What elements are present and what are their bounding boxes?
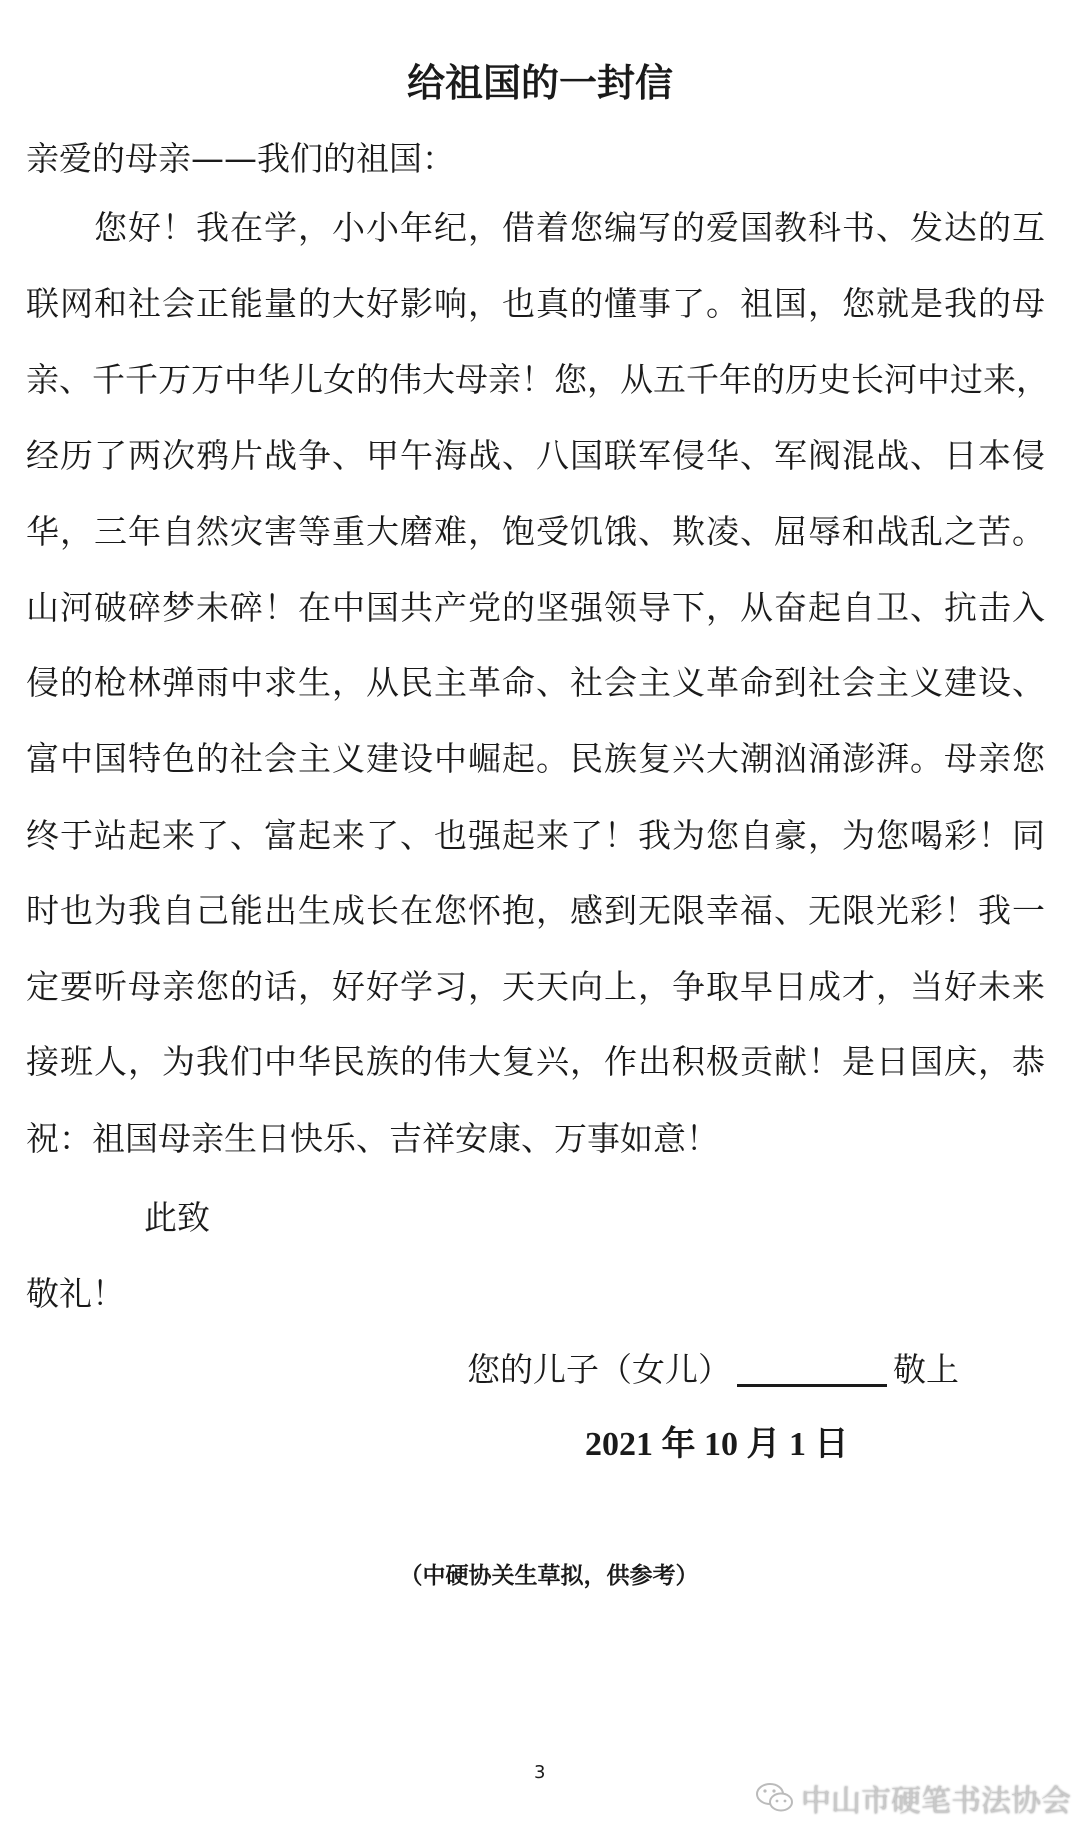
signature-prefix: 您的儿子（女儿）	[467, 1350, 731, 1389]
closing-cizhi: 此致	[144, 1198, 210, 1237]
body-line: 时也为我自己能出生成长在您怀抱，感到无限幸福、无限光彩！我一	[26, 891, 1045, 930]
body-line: 山河破碎梦未碎！在中国共产党的坚强领导下，从奋起自卫、抗击入	[26, 588, 1045, 627]
wechat-icon	[755, 1781, 795, 1815]
body-line: 联网和社会正能量的大好影响，也真的懂事了。祖国，您就是我的母	[26, 284, 1045, 323]
watermark	[755, 1776, 1071, 1820]
body-line: 接班人，为我们中华民族的伟大复兴，作出积极贡献！是日国庆，恭	[26, 1042, 1045, 1081]
body-line: 亲、千千万万中华儿女的伟大母亲！您，从五千年的历史长河中过来，	[26, 360, 1049, 399]
letter-title: 给祖国的一封信	[406, 61, 673, 105]
letter-date: 2021 年 10 月 1 日	[585, 1426, 849, 1463]
signature-suffix: 敬上	[893, 1350, 959, 1389]
signature	[467, 1344, 959, 1391]
body-line: 侵的枪林弹雨中求生，从民主革命、社会主义革命到社会主义建设、	[26, 663, 1045, 702]
body-line: 华，三年自然灾害等重大磨难，饱受饥饿、欺凌、屈辱和战乱之苦。	[26, 512, 1045, 551]
body-line: 祝：祖国母亲生日快乐、吉祥安康、万事如意！	[26, 1119, 719, 1158]
body-line: 终于站起来了、富起来了、也强起来了！我为您自豪，为您喝彩！同	[26, 816, 1045, 855]
body-line: 经历了两次鸦片战争、甲午海战、八国联军侵华、军阀混战、日本侵	[26, 436, 1045, 475]
body-line: 定要听母亲您的话，好好学习，天天向上，争取早日成才，当好未来	[26, 967, 1045, 1006]
closing-jingli: 敬礼！	[26, 1274, 125, 1313]
draft-note: （中硬协关生草拟，供参考）	[399, 1563, 699, 1589]
watermark-text: 中山市硬笔书法协会	[801, 1784, 1071, 1819]
body-line: 富中国特色的社会主义建设中崛起。民族复兴大潮汹涌澎湃。母亲您	[26, 739, 1045, 778]
salutation: 亲爱的母亲——我们的祖国：	[26, 139, 455, 178]
page-number: 3	[534, 1762, 546, 1783]
signature-blank-line	[737, 1354, 887, 1387]
body-line: 您好！我在学，小小年纪，借着您编写的爱国教科书、发达的互	[94, 208, 1045, 247]
